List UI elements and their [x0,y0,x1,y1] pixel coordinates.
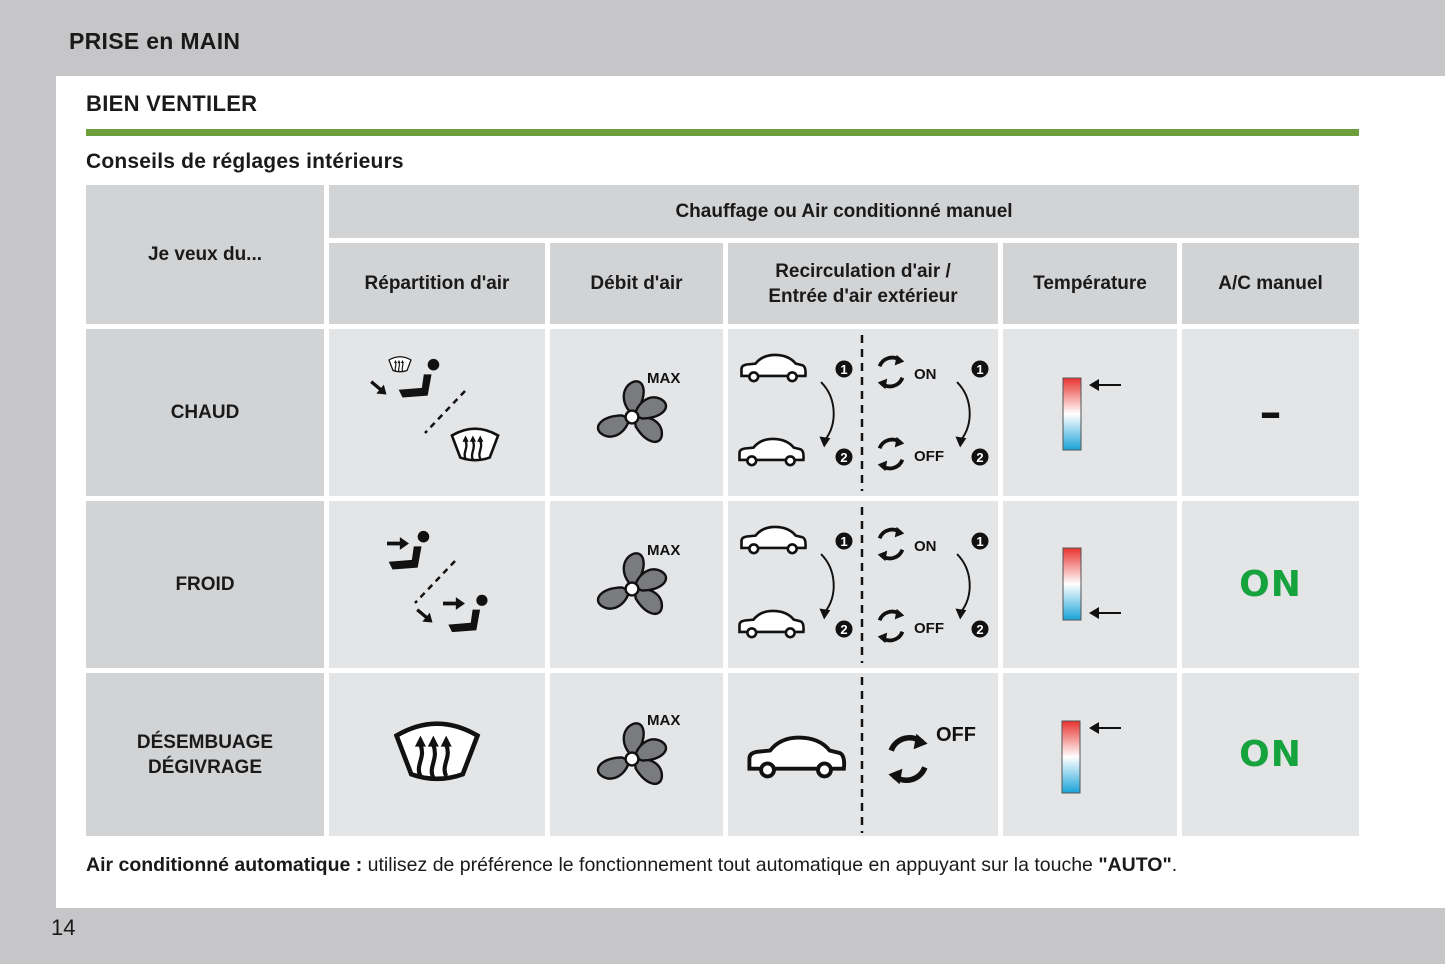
step-1-icon [836,361,853,378]
thermometer-icon [1062,721,1080,793]
curve-arrow-icon [819,382,833,447]
windscreen-small-icon [389,357,411,372]
recirc-on-label: ON [914,366,937,383]
row-label-chaud: CHAUD [86,329,324,496]
corner-header: Je veux du... [86,185,324,324]
curve-arrow-icon [955,382,969,447]
temperature-pointer-icon [1089,722,1121,734]
recirc-off-label: OFF [914,620,944,637]
ac-on-label: ON [1239,564,1302,605]
windscreen-defrost-icon [452,429,498,461]
section-title: BIEN VENTILER [86,91,258,116]
svg-text:1: 1 [840,362,848,377]
temperature-cell [1003,329,1177,496]
svg-text:2: 2 [976,622,984,637]
svg-text:1: 1 [976,534,984,549]
recirculation-cell [728,673,998,836]
fan-max-label: MAX [647,370,681,387]
column-header-repartition: Répartition d'air [329,243,545,324]
seat-occupant-icon [448,595,487,632]
seat-occupant-icon [389,531,430,570]
footer-note [86,854,1177,877]
recirculation-cell [728,501,998,668]
recirculation-cell [728,329,998,496]
svg-text:2: 2 [840,622,848,637]
ac-cell [1182,329,1359,496]
svg-text:1: 1 [976,362,984,377]
footer-bold-lead: Air conditionné automatique : [86,854,363,876]
fan-speed-cell [550,673,723,836]
svg-text:1: 1 [840,534,848,549]
step-2-icon [836,449,853,466]
step-2-icon [836,621,853,638]
step-2-icon [972,449,989,466]
column-header-temperature: Température [1003,243,1177,324]
thermometer-icon [1063,548,1081,620]
recirc-on-label: ON [914,538,937,555]
thermometer-icon [1063,378,1081,450]
row-label-desembuage: DÉSEMBUAGE DÉGIVRAGE [86,673,324,836]
page-sheet [56,76,1445,908]
fan-speed-cell [550,329,723,496]
car-recirculation-icon [740,611,804,637]
car-recirculation-icon [740,439,804,465]
air-distribution-cell [329,329,545,496]
group-header: Chauffage ou Air conditionné manuel [329,185,1359,238]
dashed-separator [425,391,465,433]
column-header-recirculation: Recirculation d'air / Entrée d'air extérieur [728,243,998,324]
column-header-ac: A/C manuel [1182,243,1359,324]
ac-cell [1182,501,1359,668]
recirculation-off-icon [878,609,905,643]
recirculation-on-icon [878,527,905,561]
curve-arrow-icon [819,554,833,619]
fan-speed-cell [550,501,723,668]
svg-text:2: 2 [840,450,848,465]
windscreen-defrost-icon [397,724,478,779]
footer-text: utilisez de préférence le fonctionnement tout automatique en appuyant sur la touche [362,854,1099,876]
car-outside-air-icon [742,355,806,381]
page-number: 14 [51,915,76,940]
temperature-pointer-icon [1089,607,1121,619]
svg-text:2: 2 [976,450,984,465]
fan-max-label: MAX [647,542,681,559]
air-distribution-cell [329,501,545,668]
arrow-icon [443,597,465,610]
row-label-froid: FROID [86,501,324,668]
column-header-debit: Débit d'air [550,243,723,324]
fan-icon [595,553,668,617]
fan-icon [595,381,668,445]
ac-off-dash: – [1259,387,1282,438]
arrow-icon [367,377,390,399]
recirc-off-label: OFF [936,724,976,746]
footer-end: . [1171,854,1178,876]
header-title: PRISE en MAIN [69,28,241,54]
fan-icon [595,723,668,787]
dashed-separator [415,561,455,603]
car-outside-air-icon [749,738,844,777]
subsection-title: Conseils de réglages intérieurs [86,150,404,173]
arrow-icon [387,537,409,550]
arrow-icon [413,605,436,627]
ac-cell [1182,673,1359,836]
temperature-cell [1003,673,1177,836]
step-2-icon [972,621,989,638]
step-1-icon [836,533,853,550]
ac-on-label: ON [1239,734,1302,775]
step-1-icon [972,533,989,550]
recirc-off-label: OFF [914,448,944,465]
temperature-cell [1003,501,1177,668]
air-distribution-cell [329,673,545,836]
fan-max-label: MAX [647,712,681,729]
recirculation-off-icon [878,437,905,471]
temperature-pointer-icon [1089,379,1121,391]
recirculation-on-icon [878,355,905,389]
step-1-icon [972,361,989,378]
recirculation-icon [888,734,927,784]
car-outside-air-icon [742,527,806,553]
footer-key: "AUTO" [1098,854,1172,876]
curve-arrow-icon [955,554,969,619]
section-divider [86,129,1359,136]
